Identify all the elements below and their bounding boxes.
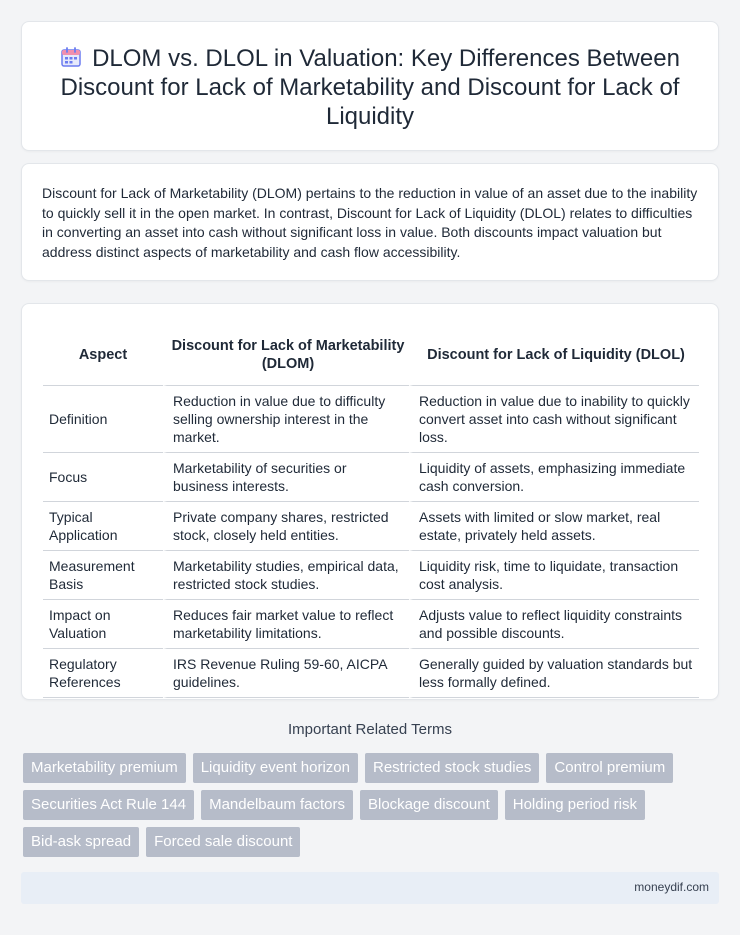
cell-dlol: Generally guided by valuation standards but less formally defined.	[409, 649, 699, 698]
cell-dlom: Marketability of securities or business interests.	[163, 453, 409, 502]
intro-text: Discount for Lack of Marketability (DLOM) pertains to the reduction in value of an asset due to the inability to quickly sell it in the open market. In contrast, Discount for Lack of Liquidity (DLOL) relates to difficulties in converting an asset into cash without significant loss in value. Both discounts impact valuation but address distinct aspects of marketability and cash flow accessibility.	[42, 185, 698, 260]
cell-aspect: Regulatory References	[43, 649, 163, 698]
related-term-tag[interactable]: Holding period risk	[505, 790, 645, 820]
cell-dlom: Private company shares, restricted stock, closely held entities.	[163, 502, 409, 551]
table-row	[43, 386, 699, 453]
footer-site[interactable]: moneydif.com	[634, 880, 709, 894]
table-header-row	[43, 324, 699, 386]
related-term-tag[interactable]: Liquidity event horizon	[193, 753, 358, 783]
cell-dlol: Reduction in value due to inability to quickly convert asset into cash without significant loss.	[409, 386, 699, 453]
cell-dlom: Marketability studies, empirical data, restricted stock studies.	[163, 551, 409, 600]
cell-aspect: Focus	[43, 453, 163, 502]
related-term-tag[interactable]: Bid-ask spread	[23, 827, 139, 857]
cell-dlol: Liquidity of assets, emphasizing immediate cash conversion.	[409, 453, 699, 502]
related-term-tag[interactable]: Control premium	[546, 753, 673, 783]
comparison-table	[43, 324, 699, 698]
related-term-tag[interactable]: Forced sale discount	[146, 827, 300, 857]
related-terms-list	[23, 753, 723, 857]
cell-aspect: Definition	[43, 386, 163, 453]
cell-dlol: Liquidity risk, time to liquidate, transaction cost analysis.	[409, 551, 699, 600]
related-term-tag[interactable]: Securities Act Rule 144	[23, 790, 194, 820]
cell-dlom: Reduction in value due to difficulty selling ownership interest in the market.	[163, 386, 409, 453]
title-card	[21, 21, 719, 151]
calendar-icon	[60, 46, 82, 68]
related-terms-title: Important Related Terms	[288, 721, 452, 738]
related-term-tag[interactable]: Restricted stock studies	[365, 753, 539, 783]
cell-aspect: Impact on Valuation	[43, 600, 163, 649]
related-term-tag[interactable]: Marketability premium	[23, 753, 186, 783]
related-term-tag[interactable]: Mandelbaum factors	[201, 790, 353, 820]
related-term-tag[interactable]: Blockage discount	[360, 790, 498, 820]
table-row	[43, 453, 699, 502]
footer	[21, 872, 719, 904]
cell-dlom: Reduces fair market value to reflect marketability limitations.	[163, 600, 409, 649]
intro-card	[21, 163, 719, 281]
header-dlol: Discount for Lack of Liquidity (DLOL)	[409, 324, 699, 386]
cell-dlom: IRS Revenue Ruling 59-60, AICPA guidelines.	[163, 649, 409, 698]
cell-aspect: Typical Application	[43, 502, 163, 551]
page-title-text: DLOM vs. DLOL in Valuation: Key Differences Between Discount for Lack of Marketability and Discount for Lack of Liquidity	[60, 45, 680, 130]
header-dlom: Discount for Lack of Marketability (DLOM)	[163, 324, 409, 386]
table-row	[43, 551, 699, 600]
comparison-card	[21, 303, 719, 700]
table-row	[43, 600, 699, 649]
table-row	[43, 502, 699, 551]
cell-aspect: Measurement Basis	[43, 551, 163, 600]
cell-dlol: Assets with limited or slow market, real estate, privately held assets.	[409, 502, 699, 551]
page-title	[42, 44, 698, 131]
table-row	[43, 649, 699, 698]
cell-dlol: Adjusts value to reflect liquidity constraints and possible discounts.	[409, 600, 699, 649]
header-aspect: Aspect	[43, 324, 163, 386]
